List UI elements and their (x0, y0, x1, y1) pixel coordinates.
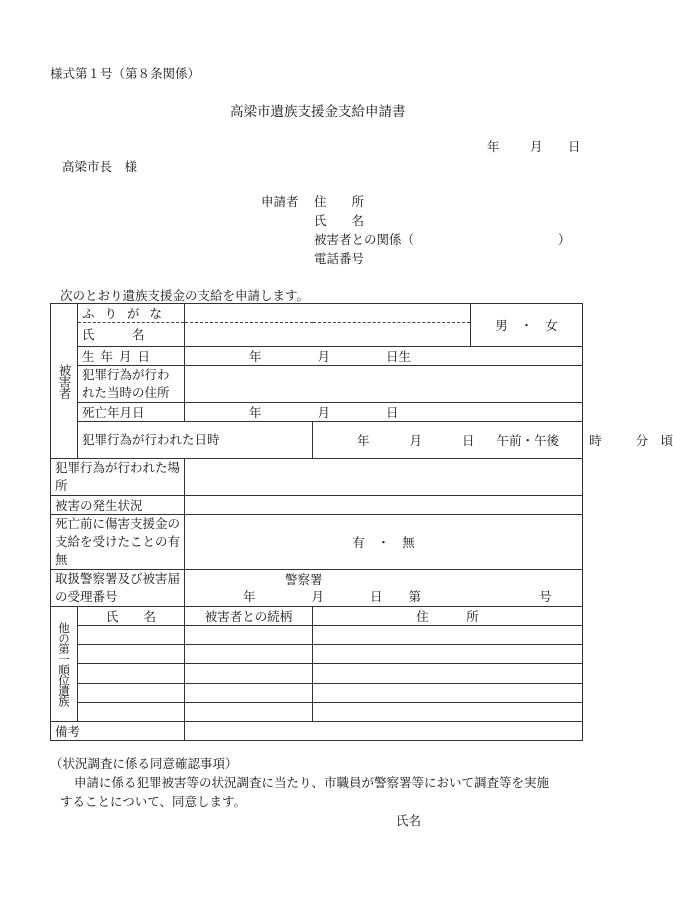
police-label: 取扱警察署及び被害届の受理番号 (51, 570, 185, 607)
sex-choice[interactable]: 男 ・ 女 (471, 304, 583, 347)
consent-body-line1: 申請に係る犯罪被害等の状況調査に当たり、市職員が警察署等において調査等を実施 (74, 775, 550, 790)
applicant-relation-close: ） (558, 232, 571, 247)
dob-field[interactable]: 年 月 日生 (185, 347, 583, 366)
consent-name-label: 氏名 (396, 813, 422, 828)
prior-support-label: 死亡前に傷害支援金の支給を受けたことの有無 (51, 515, 185, 570)
furigana-label: ふりがな (78, 304, 185, 323)
survivor-name-cell[interactable] (78, 645, 185, 664)
consent-body-line2: することについて、同意します。 (60, 794, 247, 809)
survivor-relation-cell[interactable] (185, 683, 313, 702)
furigana-field[interactable] (185, 304, 471, 323)
dob-label: 生年月日 (78, 347, 185, 366)
crime-datetime-field[interactable]: 年 月 日 午前・午後 時 分 頃 (313, 422, 583, 459)
survivors-col-name: 氏 名 (78, 607, 185, 626)
applicant-phone-label: 電話番号 (314, 251, 365, 266)
application-table (50, 303, 673, 741)
victim-name-field[interactable] (185, 323, 471, 347)
date-day-label: 日 (568, 139, 581, 154)
crime-place-field[interactable] (185, 459, 583, 496)
addressee: 高梁市長 様 (62, 159, 138, 174)
form-number: 様式第１号（第８条関係） (50, 66, 201, 81)
crime-place-label: 犯罪行為が行われた場所 (51, 459, 185, 496)
victim-group-label: 被害者 (51, 304, 78, 459)
applicant-label: 申請者 (261, 194, 299, 209)
police-field[interactable]: 警察署 年 月 日 第 号 (185, 570, 583, 607)
damage-field[interactable] (185, 496, 583, 515)
survivor-address-cell[interactable] (313, 626, 583, 645)
survivors-col-address: 住 所 (313, 607, 583, 626)
victim-name-label: 氏 名 (78, 323, 185, 347)
survivor-relation-cell[interactable] (185, 664, 313, 683)
survivor-relation-cell[interactable] (185, 645, 313, 664)
consent-heading: （状況調査に係る同意確認事項） (50, 756, 238, 771)
death-date-field[interactable]: 年 月 日 (185, 403, 583, 422)
death-date-label: 死亡年月日 (78, 403, 185, 422)
survivor-name-cell[interactable] (78, 664, 185, 683)
date-year-label: 年 (487, 139, 500, 154)
victim-address-label: 犯罪行為が行われた当時の住所 (78, 366, 185, 403)
applicant-name-label: 氏 名 (314, 213, 365, 228)
form-title: 高梁市遺族支援金支給申請書 (230, 104, 406, 120)
survivor-address-cell[interactable] (313, 702, 583, 721)
damage-label: 被害の発生状況 (51, 496, 185, 515)
applicant-relation-label: 被害者との関係（ (314, 232, 415, 247)
applicant-address-label: 住 所 (314, 194, 365, 209)
survivor-address-cell[interactable] (313, 683, 583, 702)
survivor-relation-cell[interactable] (185, 626, 313, 645)
remarks-label: 備考 (51, 722, 185, 741)
victim-address-field[interactable] (185, 366, 583, 403)
crime-datetime-label: 犯罪行為が行われた日時 (78, 422, 313, 459)
survivor-address-cell[interactable] (313, 645, 583, 664)
survivor-address-cell[interactable] (313, 664, 583, 683)
prior-support-choice[interactable]: 有 ・ 無 (185, 515, 583, 570)
survivors-group-label: 他の第一順位遺族 (51, 607, 78, 722)
survivors-col-relation: 被害者との続柄 (185, 607, 313, 626)
survivor-name-cell[interactable] (78, 683, 185, 702)
remarks-field[interactable] (185, 722, 583, 741)
date-month-label: 月 (530, 139, 543, 154)
survivor-name-cell[interactable] (78, 702, 185, 721)
survivor-name-cell[interactable] (78, 626, 185, 645)
intro-text: 次のとおり遺族支援金の支給を申請します。 (60, 288, 310, 303)
survivor-relation-cell[interactable] (185, 702, 313, 721)
